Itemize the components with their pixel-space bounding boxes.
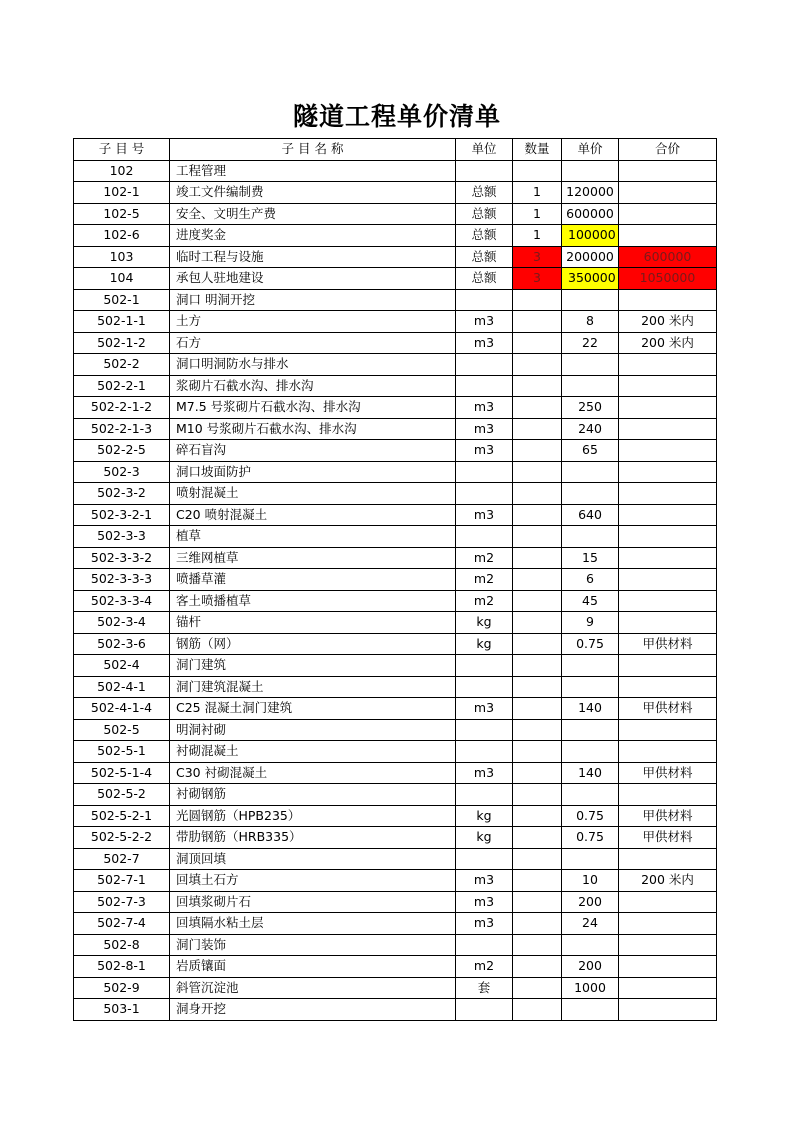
cell-quantity <box>513 762 562 784</box>
cell-unit <box>456 461 513 483</box>
cell-unit-price: 8 <box>562 311 619 333</box>
cell-quantity <box>513 526 562 548</box>
cell-item-code: 502-7 <box>74 848 170 870</box>
cell-item-code: 502-9 <box>74 977 170 999</box>
cell-item-name: C20 喷射混凝土 <box>170 504 456 526</box>
cell-item-code: 104 <box>74 268 170 290</box>
table-row <box>74 182 717 204</box>
cell-total-price: 600000 <box>619 246 717 268</box>
cell-unit: m2 <box>456 547 513 569</box>
cell-unit-price: 10 <box>562 870 619 892</box>
table-row <box>74 913 717 935</box>
cell-total-price <box>619 956 717 978</box>
cell-item-name: 光圆钢筋（HPB235） <box>170 805 456 827</box>
table-row <box>74 332 717 354</box>
cell-unit <box>456 289 513 311</box>
cell-item-code: 502-5-2-1 <box>74 805 170 827</box>
cell-unit: m3 <box>456 418 513 440</box>
cell-item-name: 岩质镶面 <box>170 956 456 978</box>
cell-quantity <box>513 397 562 419</box>
cell-unit <box>456 741 513 763</box>
table-row <box>74 977 717 999</box>
cell-total-price: 甲供材料 <box>619 633 717 655</box>
cell-unit: m3 <box>456 440 513 462</box>
cell-total-price <box>619 676 717 698</box>
cell-unit-price: 1000 <box>562 977 619 999</box>
cell-item-name: C25 混凝土洞门建筑 <box>170 698 456 720</box>
cell-total-price <box>619 397 717 419</box>
cell-unit-price: 15 <box>562 547 619 569</box>
cell-total-price <box>619 741 717 763</box>
cell-item-name: 石方 <box>170 332 456 354</box>
cell-item-code: 502-3 <box>74 461 170 483</box>
cell-total-price <box>619 182 717 204</box>
cell-item-name: 浆砌片石截水沟、排水沟 <box>170 375 456 397</box>
cell-total-price <box>619 977 717 999</box>
cell-unit-price <box>562 461 619 483</box>
cell-total-price <box>619 418 717 440</box>
cell-total-price: 甲供材料 <box>619 698 717 720</box>
cell-unit-price: 45 <box>562 590 619 612</box>
cell-item-code: 502-5-2 <box>74 784 170 806</box>
cell-unit-price <box>562 289 619 311</box>
cell-unit: m3 <box>456 870 513 892</box>
cell-item-code: 502-5 <box>74 719 170 741</box>
table-row <box>74 870 717 892</box>
table-row <box>74 848 717 870</box>
table-row <box>74 461 717 483</box>
cell-total-price <box>619 848 717 870</box>
cell-total-price <box>619 719 717 741</box>
cell-total-price <box>619 354 717 376</box>
cell-item-name: 回填浆砌片石 <box>170 891 456 913</box>
table-row <box>74 526 717 548</box>
cell-item-code: 502-2 <box>74 354 170 376</box>
cell-total-price <box>619 225 717 247</box>
cell-unit-price: 200000 <box>562 246 619 268</box>
table-row <box>74 203 717 225</box>
header-item-name: 子 目 名 称 <box>170 139 456 161</box>
cell-item-code: 502-3-3-2 <box>74 547 170 569</box>
table-row <box>74 655 717 677</box>
cell-item-code: 503-1 <box>74 999 170 1021</box>
cell-item-name: 植草 <box>170 526 456 548</box>
cell-item-name: 三维网植草 <box>170 547 456 569</box>
cell-unit <box>456 934 513 956</box>
cell-quantity <box>513 332 562 354</box>
table-row <box>74 956 717 978</box>
cell-unit-price <box>562 934 619 956</box>
cell-quantity <box>513 891 562 913</box>
cell-total-price <box>619 440 717 462</box>
cell-quantity <box>513 698 562 720</box>
cell-unit: m2 <box>456 569 513 591</box>
cell-unit: m3 <box>456 762 513 784</box>
cell-total-price <box>619 612 717 634</box>
cell-total-price <box>619 526 717 548</box>
cell-unit-price: 9 <box>562 612 619 634</box>
cell-unit-price <box>562 741 619 763</box>
cell-quantity <box>513 440 562 462</box>
table-row <box>74 375 717 397</box>
cell-unit-price <box>562 784 619 806</box>
cell-quantity <box>513 870 562 892</box>
cell-quantity <box>513 934 562 956</box>
cell-unit: m2 <box>456 590 513 612</box>
cell-quantity <box>513 504 562 526</box>
cell-unit-price <box>562 160 619 182</box>
table-row <box>74 268 717 290</box>
cell-item-code: 502-5-1-4 <box>74 762 170 784</box>
cell-unit: 总额 <box>456 246 513 268</box>
price-list-table <box>73 138 717 1021</box>
cell-item-name: C30 衬砌混凝土 <box>170 762 456 784</box>
cell-item-code: 502-4-1-4 <box>74 698 170 720</box>
cell-total-price <box>619 999 717 1021</box>
cell-quantity <box>513 160 562 182</box>
cell-item-name: 锚杆 <box>170 612 456 634</box>
cell-quantity <box>513 590 562 612</box>
table-row <box>74 741 717 763</box>
cell-item-name: M7.5 号浆砌片石截水沟、排水沟 <box>170 397 456 419</box>
cell-quantity <box>513 956 562 978</box>
cell-quantity <box>513 375 562 397</box>
cell-item-name: 客土喷播植草 <box>170 590 456 612</box>
cell-unit <box>456 719 513 741</box>
cell-quantity <box>513 848 562 870</box>
header-unit-price: 单价 <box>562 139 619 161</box>
cell-total-price <box>619 289 717 311</box>
cell-total-price: 200 米内 <box>619 332 717 354</box>
cell-item-code: 502-3-3-3 <box>74 569 170 591</box>
table-row <box>74 891 717 913</box>
cell-item-code: 502-7-3 <box>74 891 170 913</box>
cell-unit-price: 6 <box>562 569 619 591</box>
cell-total-price: 甲供材料 <box>619 805 717 827</box>
cell-item-name: 土方 <box>170 311 456 333</box>
cell-unit-price: 65 <box>562 440 619 462</box>
cell-total-price <box>619 504 717 526</box>
cell-unit <box>456 483 513 505</box>
table-row <box>74 676 717 698</box>
cell-quantity <box>513 569 562 591</box>
cell-unit: m3 <box>456 332 513 354</box>
cell-item-code: 502-1-2 <box>74 332 170 354</box>
cell-total-price <box>619 483 717 505</box>
cell-quantity <box>513 483 562 505</box>
cell-total-price: 甲供材料 <box>619 762 717 784</box>
cell-unit <box>456 784 513 806</box>
table-row <box>74 246 717 268</box>
cell-unit-price: 22 <box>562 332 619 354</box>
cell-item-name: M10 号浆砌片石截水沟、排水沟 <box>170 418 456 440</box>
cell-quantity <box>513 633 562 655</box>
cell-unit-price <box>562 354 619 376</box>
cell-quantity <box>513 784 562 806</box>
cell-item-name: 洞身开挖 <box>170 999 456 1021</box>
table-body <box>74 160 717 1020</box>
cell-unit-price <box>562 848 619 870</box>
table-row <box>74 289 717 311</box>
cell-unit: 总额 <box>456 268 513 290</box>
cell-unit: kg <box>456 827 513 849</box>
table-row <box>74 418 717 440</box>
cell-unit <box>456 999 513 1021</box>
cell-total-price <box>619 590 717 612</box>
table-row <box>74 440 717 462</box>
cell-quantity <box>513 547 562 569</box>
cell-unit <box>456 526 513 548</box>
cell-total-price <box>619 891 717 913</box>
cell-unit <box>456 354 513 376</box>
cell-quantity <box>513 827 562 849</box>
cell-item-name: 洞门装饰 <box>170 934 456 956</box>
cell-item-name: 洞门建筑 <box>170 655 456 677</box>
cell-quantity: 1 <box>513 225 562 247</box>
header-item-code: 子 目 号 <box>74 139 170 161</box>
cell-unit: m3 <box>456 913 513 935</box>
cell-quantity <box>513 719 562 741</box>
cell-unit: 总额 <box>456 182 513 204</box>
cell-item-name: 洞顶回填 <box>170 848 456 870</box>
cell-quantity <box>513 461 562 483</box>
cell-item-name: 洞口明洞防水与排水 <box>170 354 456 376</box>
cell-total-price: 200 米内 <box>619 870 717 892</box>
table-header-row <box>74 139 717 161</box>
cell-unit: m3 <box>456 698 513 720</box>
cell-total-price <box>619 160 717 182</box>
cell-item-name: 碎石盲沟 <box>170 440 456 462</box>
cell-item-code: 102-6 <box>74 225 170 247</box>
cell-unit <box>456 676 513 698</box>
cell-item-code: 502-1-1 <box>74 311 170 333</box>
cell-item-code: 502-5-2-2 <box>74 827 170 849</box>
cell-total-price <box>619 655 717 677</box>
cell-unit-price <box>562 483 619 505</box>
cell-item-name: 进度奖金 <box>170 225 456 247</box>
cell-quantity: 1 <box>513 182 562 204</box>
cell-unit-price: 0.75 <box>562 827 619 849</box>
cell-unit <box>456 848 513 870</box>
cell-unit: m3 <box>456 891 513 913</box>
cell-unit <box>456 375 513 397</box>
cell-quantity <box>513 655 562 677</box>
cell-item-name: 带肋钢筋（HRB335） <box>170 827 456 849</box>
cell-unit-price: 350000 <box>562 268 619 290</box>
cell-total-price: 200 米内 <box>619 311 717 333</box>
cell-item-name: 洞口坡面防护 <box>170 461 456 483</box>
table-row <box>74 225 717 247</box>
cell-item-name: 回填土石方 <box>170 870 456 892</box>
cell-quantity <box>513 311 562 333</box>
cell-item-code: 502-3-2 <box>74 483 170 505</box>
table-row <box>74 397 717 419</box>
cell-item-code: 102 <box>74 160 170 182</box>
cell-total-price <box>619 375 717 397</box>
cell-total-price <box>619 203 717 225</box>
cell-unit-price <box>562 375 619 397</box>
cell-quantity <box>513 741 562 763</box>
cell-unit-price: 100000 <box>562 225 619 247</box>
cell-unit: m3 <box>456 397 513 419</box>
cell-item-name: 衬砌钢筋 <box>170 784 456 806</box>
table-row <box>74 354 717 376</box>
cell-unit-price: 200 <box>562 956 619 978</box>
cell-unit-price: 600000 <box>562 203 619 225</box>
cell-unit-price <box>562 655 619 677</box>
cell-item-name: 明洞衬砌 <box>170 719 456 741</box>
cell-quantity <box>513 805 562 827</box>
cell-total-price: 甲供材料 <box>619 827 717 849</box>
cell-item-code: 502-3-3 <box>74 526 170 548</box>
header-quantity: 数量 <box>513 139 562 161</box>
header-total-price: 合价 <box>619 139 717 161</box>
cell-item-code: 502-2-5 <box>74 440 170 462</box>
cell-unit-price <box>562 526 619 548</box>
table-row <box>74 160 717 182</box>
cell-item-name: 临时工程与设施 <box>170 246 456 268</box>
cell-unit-price <box>562 999 619 1021</box>
table-row <box>74 999 717 1021</box>
cell-item-code: 502-2-1 <box>74 375 170 397</box>
table-row <box>74 547 717 569</box>
cell-item-name: 承包人驻地建设 <box>170 268 456 290</box>
cell-item-code: 502-3-6 <box>74 633 170 655</box>
cell-item-code: 502-7-4 <box>74 913 170 935</box>
cell-item-code: 502-2-1-2 <box>74 397 170 419</box>
cell-unit-price: 0.75 <box>562 633 619 655</box>
table-row <box>74 504 717 526</box>
cell-item-code: 102-1 <box>74 182 170 204</box>
cell-unit-price: 640 <box>562 504 619 526</box>
cell-unit: 总额 <box>456 225 513 247</box>
table-row <box>74 590 717 612</box>
table-row <box>74 934 717 956</box>
cell-item-name: 洞口 明洞开挖 <box>170 289 456 311</box>
cell-unit-price <box>562 719 619 741</box>
table-row <box>74 483 717 505</box>
cell-quantity <box>513 676 562 698</box>
cell-item-code: 502-3-4 <box>74 612 170 634</box>
table-row <box>74 633 717 655</box>
page-title: 隧道工程单价清单 <box>292 102 501 131</box>
cell-quantity <box>513 913 562 935</box>
cell-total-price <box>619 461 717 483</box>
cell-total-price <box>619 913 717 935</box>
cell-unit: m3 <box>456 504 513 526</box>
table-row <box>74 612 717 634</box>
cell-unit-price: 24 <box>562 913 619 935</box>
table-row <box>74 805 717 827</box>
table-row <box>74 719 717 741</box>
cell-item-name: 斜管沉淀池 <box>170 977 456 999</box>
cell-unit-price: 0.75 <box>562 805 619 827</box>
cell-item-name: 工程管理 <box>170 160 456 182</box>
table-row <box>74 569 717 591</box>
cell-item-code: 502-8 <box>74 934 170 956</box>
cell-item-code: 502-2-1-3 <box>74 418 170 440</box>
cell-item-code: 502-3-2-1 <box>74 504 170 526</box>
cell-total-price <box>619 784 717 806</box>
cell-total-price <box>619 547 717 569</box>
cell-unit-price: 250 <box>562 397 619 419</box>
cell-item-code: 502-1 <box>74 289 170 311</box>
cell-unit: 套 <box>456 977 513 999</box>
cell-unit-price: 200 <box>562 891 619 913</box>
cell-unit-price: 140 <box>562 698 619 720</box>
cell-item-name: 衬砌混凝土 <box>170 741 456 763</box>
cell-unit: 总额 <box>456 203 513 225</box>
cell-item-name: 回填隔水粘土层 <box>170 913 456 935</box>
cell-unit-price <box>562 676 619 698</box>
table-row <box>74 311 717 333</box>
cell-quantity <box>513 999 562 1021</box>
table-row <box>74 698 717 720</box>
cell-quantity: 1 <box>513 203 562 225</box>
cell-item-code: 502-4 <box>74 655 170 677</box>
cell-unit: m3 <box>456 311 513 333</box>
table-row <box>74 784 717 806</box>
cell-unit-price: 240 <box>562 418 619 440</box>
cell-unit: kg <box>456 633 513 655</box>
cell-quantity <box>513 289 562 311</box>
cell-quantity: 3 <box>513 246 562 268</box>
cell-item-name: 喷射混凝土 <box>170 483 456 505</box>
table-row <box>74 762 717 784</box>
cell-quantity <box>513 418 562 440</box>
cell-quantity <box>513 612 562 634</box>
table-row <box>74 827 717 849</box>
cell-unit <box>456 655 513 677</box>
cell-item-name: 竣工文件编制费 <box>170 182 456 204</box>
cell-unit-price: 140 <box>562 762 619 784</box>
cell-item-name: 安全、文明生产费 <box>170 203 456 225</box>
cell-total-price <box>619 569 717 591</box>
cell-quantity: 3 <box>513 268 562 290</box>
cell-quantity <box>513 977 562 999</box>
cell-unit: m2 <box>456 956 513 978</box>
header-unit: 单位 <box>456 139 513 161</box>
cell-item-code: 502-4-1 <box>74 676 170 698</box>
cell-item-code: 502-8-1 <box>74 956 170 978</box>
cell-total-price: 1050000 <box>619 268 717 290</box>
cell-item-code: 502-7-1 <box>74 870 170 892</box>
cell-item-name: 洞门建筑混凝土 <box>170 676 456 698</box>
cell-item-code: 103 <box>74 246 170 268</box>
cell-item-name: 喷播草灌 <box>170 569 456 591</box>
cell-item-code: 502-3-3-4 <box>74 590 170 612</box>
cell-unit-price: 120000 <box>562 182 619 204</box>
cell-unit: kg <box>456 612 513 634</box>
cell-item-name: 钢筋（网） <box>170 633 456 655</box>
cell-unit: kg <box>456 805 513 827</box>
cell-item-code: 502-5-1 <box>74 741 170 763</box>
cell-item-code: 102-5 <box>74 203 170 225</box>
cell-total-price <box>619 934 717 956</box>
cell-unit <box>456 160 513 182</box>
cell-quantity <box>513 354 562 376</box>
